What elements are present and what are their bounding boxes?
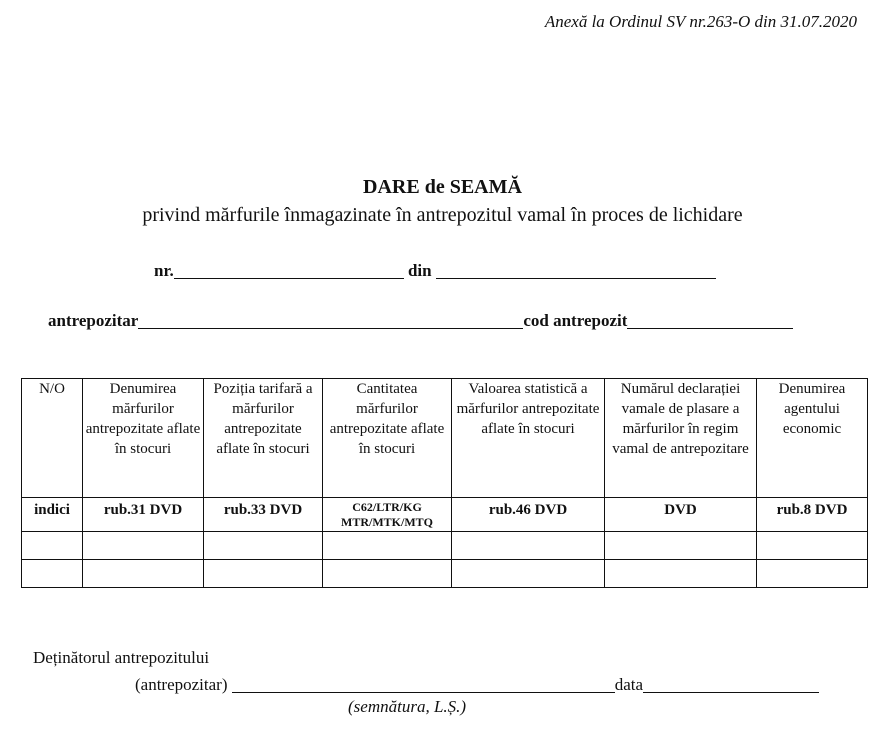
table-row <box>22 560 868 588</box>
cod-antrepozit-field[interactable] <box>627 310 793 329</box>
table-cell[interactable] <box>83 560 204 588</box>
document-title: DARE de SEAMĂ <box>363 176 522 198</box>
table-header-row <box>22 379 868 498</box>
signature-field[interactable] <box>232 674 615 693</box>
table-index-row <box>22 498 868 532</box>
col-header-goods-name: Denumirea mărfurilor antrepozitate aflate în stocuri <box>83 379 204 498</box>
goods-table <box>21 378 868 588</box>
table-cell[interactable] <box>22 560 83 588</box>
cod-antrepozit-label: cod antrepozit <box>523 311 628 330</box>
table-cell[interactable] <box>757 560 868 588</box>
col-header-quantity: Cantitatea mărfurilor antrepozitate aflate în stocuri <box>323 379 452 498</box>
table-cell[interactable] <box>757 532 868 560</box>
antrepozitar-label: antrepozitar <box>48 311 139 330</box>
index-cell: rub.8 DVD <box>757 498 868 532</box>
table-cell[interactable] <box>452 560 605 588</box>
col-header-no: N/O <box>22 379 83 498</box>
index-cell: rub.33 DVD <box>204 498 323 532</box>
warehouse-line <box>48 310 793 331</box>
nr-label: nr. <box>154 261 174 280</box>
din-label: din <box>407 261 432 280</box>
document-subtitle: privind mărfurile înmagazinate în antrepozitul vamal în proces de lichidare <box>142 204 743 226</box>
index-cell: DVD <box>605 498 757 532</box>
table-cell[interactable] <box>605 532 757 560</box>
table-cell[interactable] <box>323 560 452 588</box>
table-cell[interactable] <box>204 532 323 560</box>
table-cell[interactable] <box>83 532 204 560</box>
din-date-field[interactable] <box>436 260 716 279</box>
antrepozitar-field[interactable] <box>138 310 523 329</box>
table-row <box>22 532 868 560</box>
col-header-statistical-value: Valoarea statistică a mărfurilor antrepozitate aflate în stocuri <box>452 379 605 498</box>
date-label: data <box>614 675 644 694</box>
index-cell: indici <box>22 498 83 532</box>
table-cell[interactable] <box>323 532 452 560</box>
table-cell[interactable] <box>22 532 83 560</box>
signature-caption: (semnătura, L.Ș.) <box>348 697 467 716</box>
table-cell[interactable] <box>605 560 757 588</box>
col-header-declaration-number: Numărul declarației vamale de plasare a mărfurilor în regim vamal de antrepozitare <box>605 379 757 498</box>
date-field[interactable] <box>643 674 819 693</box>
col-header-tariff-position: Poziția tarifară a mărfurilor antrepozitate aflate în stocuri <box>204 379 323 498</box>
index-cell: rub.31 DVD <box>83 498 204 532</box>
col-header-agent-name: Denumirea agentului economic <box>757 379 868 498</box>
table-cell[interactable] <box>452 532 605 560</box>
holder-paren-label: (antrepozitar) <box>135 675 228 694</box>
index-cell: C62/LTR/KG MTR/MTK/MTQ <box>323 498 452 532</box>
table-cell[interactable] <box>204 560 323 588</box>
nr-field[interactable] <box>174 260 404 279</box>
annex-reference: Anexă la Ordinul SV nr.263-O din 31.07.2020 <box>544 12 857 31</box>
signature-line <box>135 674 819 695</box>
holder-label: Deținătorul antrepozitului <box>33 648 210 667</box>
number-date-line <box>154 260 716 281</box>
index-cell: rub.46 DVD <box>452 498 605 532</box>
